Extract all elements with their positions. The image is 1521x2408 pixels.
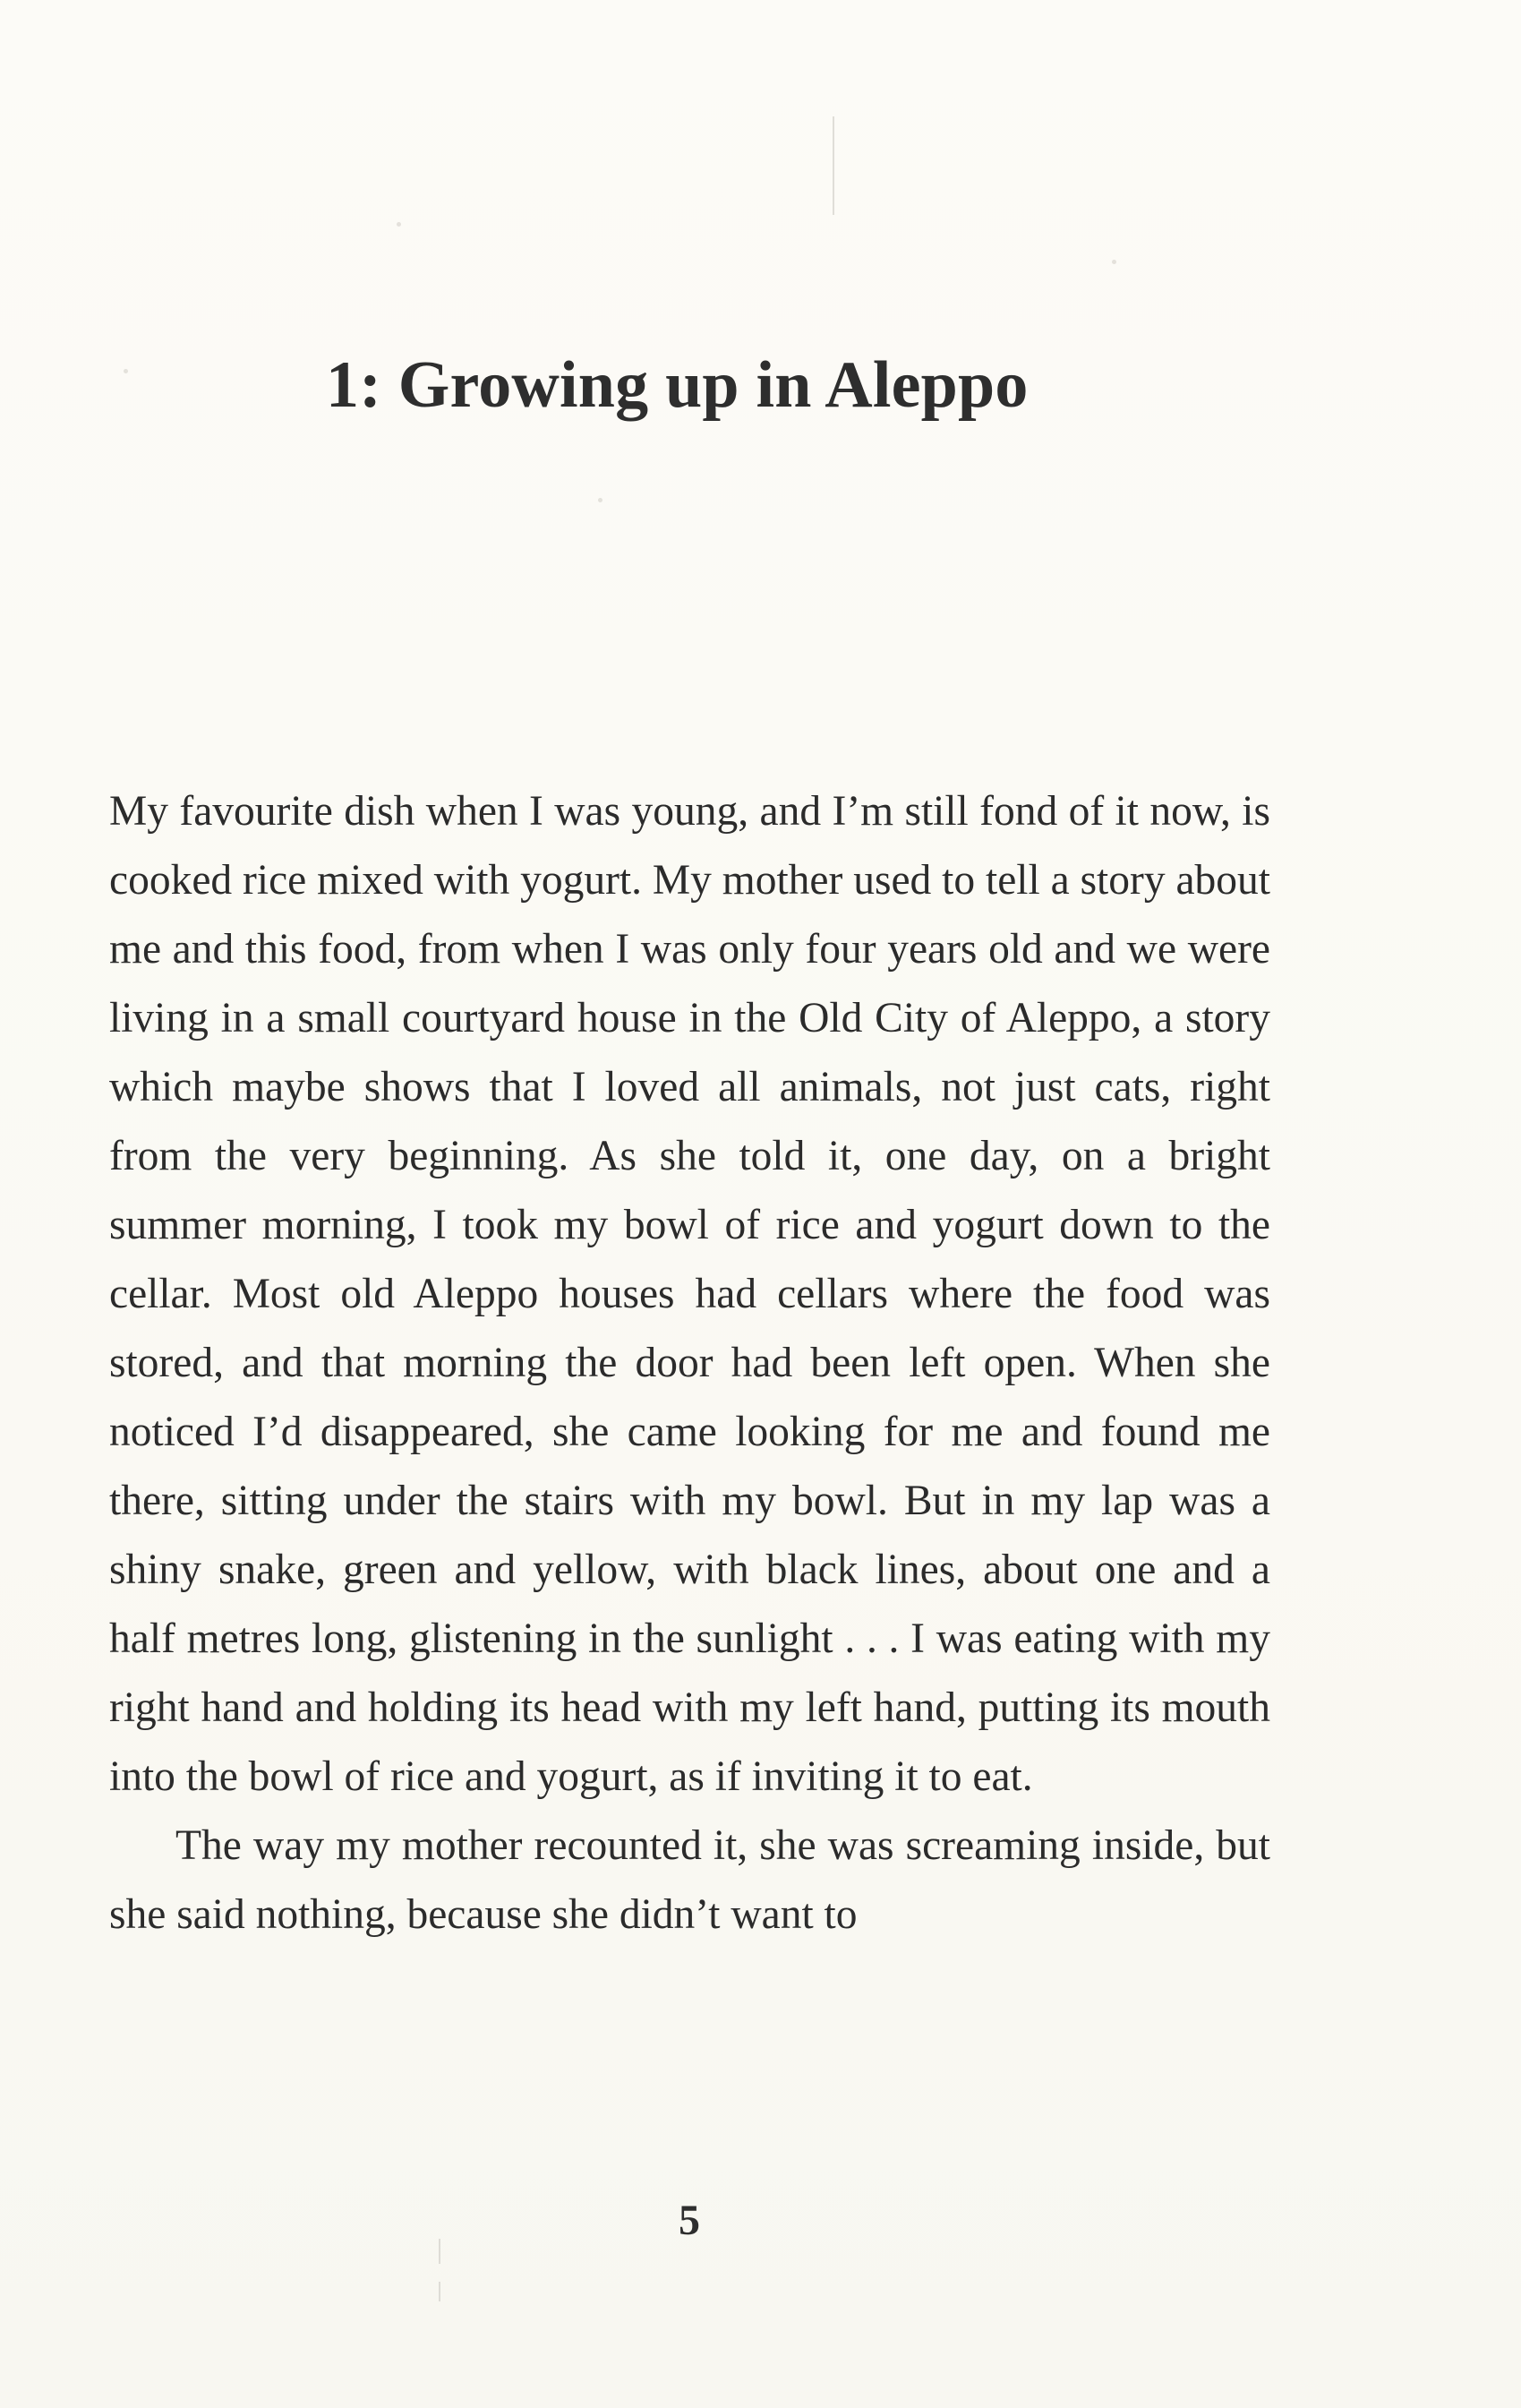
paragraph: My favourite dish when I was young, and I’m still fond of it now, is cooked rice mixed with yogurt. My mother used to tell a story about me and this food, from when I was only four years old and we were living in a small courtyard house in the Old City of Aleppo, a story which maybe shows that I loved all animals, not just cats, right from the very beginning. As she told it, one day, on a bright summer morning, I took my bowl of rice and yogurt down to the cellar. Most old Aleppo houses had cellars where the food was stored, and that morning the door had been left open. When she noticed I’d disappeared, she came looking for me and found me there, sitting under the stairs with my bowl. But in my lap was a shiny snake, green and yellow, with black lines, about one and a half metres long, glistening in the sunlight . . . I was eating with my right hand and holding its head with my left hand, putting its mouth into the bowl of rice and yogurt, as if inviting it to eat. xyxy=(109,788,1270,1800)
page-number: 5 xyxy=(679,2197,700,2244)
body-text xyxy=(109,777,1270,1950)
scan-speck xyxy=(598,498,602,502)
scan-mark-top xyxy=(833,116,834,215)
scan-speck xyxy=(124,369,128,373)
scan-speck xyxy=(1112,260,1116,264)
paragraph: The way my mother recounted it, she was screaming inside, but she said nothing, because she didn’t want to xyxy=(109,1822,1270,1938)
scan-mark-bottom xyxy=(439,2282,440,2301)
scan-speck xyxy=(397,222,401,227)
chapter-title: 1: Growing up in Aleppo xyxy=(326,348,1029,422)
scan-mark-bottom xyxy=(439,2239,440,2264)
